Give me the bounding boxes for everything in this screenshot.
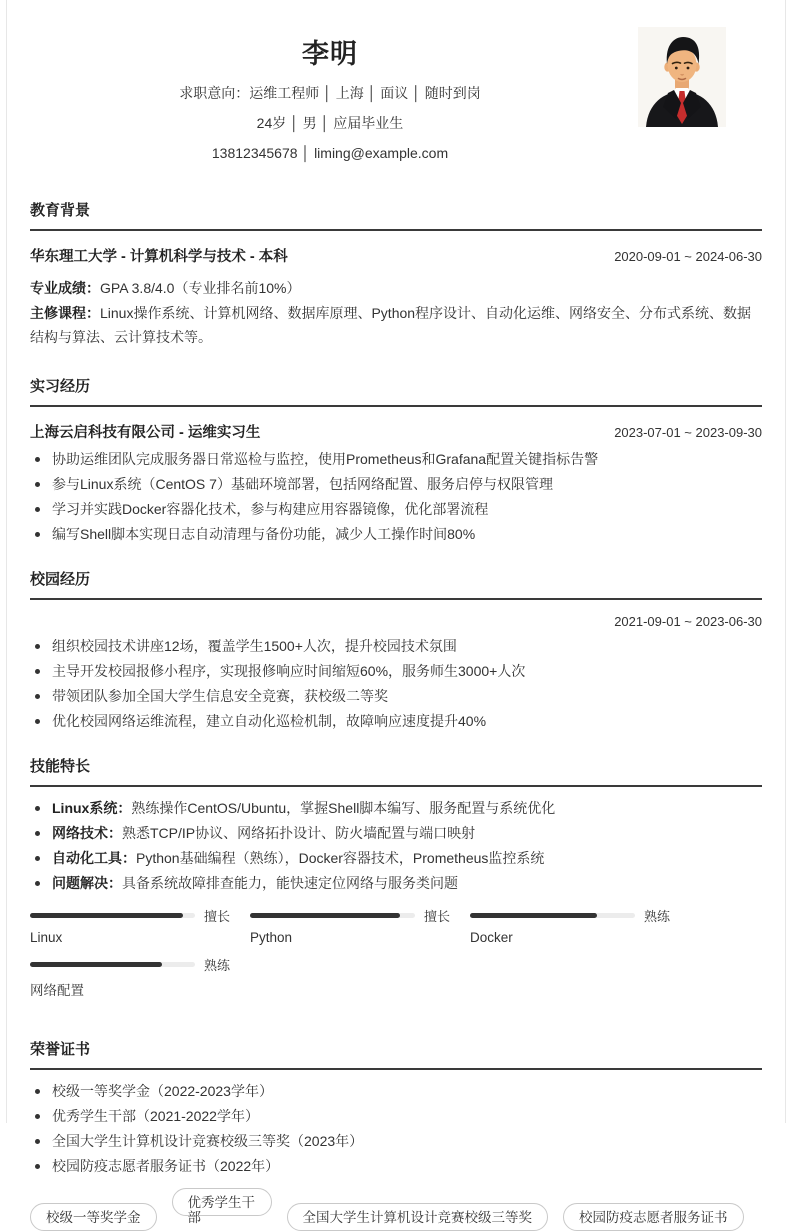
courses-line <box>30 301 762 349</box>
gpa-line <box>30 276 762 300</box>
list-item: 校级一等奖学金（2022-2023学年） <box>30 1084 762 1099</box>
honor-tag: 优秀学生干部 <box>172 1188 272 1216</box>
section-honors <box>30 1038 762 1231</box>
skill-bar <box>30 958 250 999</box>
skill-label: 网络技术： <box>52 825 122 841</box>
list-item: 优化校园网络运维流程，建立自动化巡检机制，故障响应速度提升40% <box>30 714 762 729</box>
skill-bar <box>30 909 250 945</box>
list-item: 带领团队参加全国大学生信息安全竞赛，获校级二等奖 <box>30 689 762 704</box>
courses-value: Linux操作系统、计算机网络、数据库原理、Python程序设计、自动化运维、网络安全、分布式系统、数据结构与算法、云计算技术等。 <box>30 305 752 345</box>
company-name: 上海云启科技有限公司 - 运维实习生 <box>30 425 261 441</box>
list-item: 编写Shell脚本实现日志自动清理与备份功能，减少人工操作时间80% <box>30 527 762 542</box>
profile-photo-illustration <box>638 27 726 127</box>
list-item: 主导开发校园报修小程序，实现报修响应时间缩短60%，服务师生3000+人次 <box>30 664 762 679</box>
list-item <box>30 851 762 866</box>
skill-bar-level: 擅长 <box>424 908 451 924</box>
contact-line: 13812345678 │ liming@example.com <box>211 145 449 161</box>
education-date: 2020-09-01 ~ 2024-06-30 <box>614 249 762 264</box>
internship-bullet-list <box>30 452 762 542</box>
list-item <box>30 801 762 816</box>
skill-label: 问题解决： <box>52 875 122 891</box>
honor-tag: 校级一等奖学金 <box>30 1203 157 1231</box>
gpa-value: GPA 3.8/4.0（专业排名前10%） <box>100 280 301 296</box>
candidate-name: 李明 <box>302 39 358 69</box>
section-title-skills: 技能特长 <box>30 755 762 787</box>
skill-bar-name: Linux <box>30 930 63 945</box>
list-item: 参与Linux系统（CentOS 7）基础环境部署，包括网络配置、服务启停与权限管理 <box>30 477 762 492</box>
skill-bar-level: 擅长 <box>204 908 231 924</box>
skill-text: 熟练操作CentOS/Ubuntu，掌握Shell脚本编写、服务配置与系统优化 <box>131 800 556 816</box>
skill-bar-level: 熟练 <box>204 957 231 973</box>
list-item: 组织校园技术讲座12场，覆盖学生1500+人次，提升校园技术氛围 <box>30 639 762 654</box>
skill-bars <box>30 909 762 1012</box>
section-skills <box>30 755 762 1012</box>
list-item: 学习并实践Docker容器化技术，参与构建应用容器镜像，优化部署流程 <box>30 502 762 517</box>
skill-bar-track <box>250 913 415 918</box>
skill-bar <box>250 909 470 945</box>
section-title-education: 教育背景 <box>30 199 762 231</box>
skill-text: 具备系统故障排查能力，能快速定位网络与服务类问题 <box>122 875 458 891</box>
list-item: 校园防疫志愿者服务证书（2022年） <box>30 1159 762 1174</box>
list-item <box>30 876 762 891</box>
campus-date: 2021-09-01 ~ 2023-06-30 <box>614 614 762 629</box>
job-intent-line: 求职意向：运维工程师 │ 上海 │ 面议 │ 随时到岗 <box>179 85 481 101</box>
internship-date: 2023-07-01 ~ 2023-09-30 <box>614 425 762 440</box>
honors-bullet-list <box>30 1084 762 1174</box>
header-text <box>30 26 630 173</box>
section-title-campus: 校园经历 <box>30 568 762 600</box>
section-campus <box>30 568 762 729</box>
section-title-honors: 荣誉证书 <box>30 1038 762 1070</box>
resume-header <box>30 26 762 173</box>
courses-label: 主修课程： <box>30 305 100 321</box>
campus-bullet-list <box>30 639 762 729</box>
skill-bar-track <box>470 913 635 918</box>
section-title-internship: 实习经历 <box>30 375 762 407</box>
skill-bar-name: 网络配置 <box>30 983 84 998</box>
campus-entry-header <box>30 614 762 629</box>
profile-photo <box>638 27 726 127</box>
skill-bar-level: 熟练 <box>644 908 671 924</box>
internship-entry-header <box>30 421 762 442</box>
list-item: 协助运维团队完成服务器日常巡检与监控，使用Prometheus和Grafana配置关键指标告警 <box>30 452 762 467</box>
skill-bar-fill <box>30 913 183 918</box>
skill-bar-track <box>30 962 195 967</box>
skill-label: Linux系统： <box>52 800 132 816</box>
section-education <box>30 199 762 349</box>
skill-text: Python基础编程（熟练），Docker容器技术，Prometheus监控系统 <box>136 850 545 866</box>
skill-bar-fill <box>30 962 162 967</box>
skill-bar-track <box>30 913 195 918</box>
skill-label: 自动化工具： <box>52 850 136 866</box>
list-item: 全国大学生计算机设计竞赛校级三等奖（2023年） <box>30 1134 762 1149</box>
skill-bar-name: Docker <box>470 930 513 945</box>
honor-tags <box>30 1188 762 1231</box>
skill-text: 熟悉TCP/IP协议、网络拓扑设计、防火墙配置与端口映射 <box>122 825 476 841</box>
skills-bullet-list <box>30 801 762 891</box>
honor-tag: 校园防疫志愿者服务证书 <box>563 1203 744 1231</box>
resume-page <box>6 0 786 1225</box>
basic-info-line: 24岁 │ 男 │ 应届毕业生 <box>256 115 404 131</box>
honor-tag: 全国大学生计算机设计竞赛校级三等奖 <box>287 1203 549 1231</box>
list-item: 优秀学生干部（2021-2022学年） <box>30 1109 762 1124</box>
skill-bar-fill <box>470 913 597 918</box>
school-name: 华东理工大学 - 计算机科学与技术 - 本科 <box>30 249 288 265</box>
section-internship <box>30 375 762 542</box>
skill-bar <box>470 909 690 945</box>
skill-bar-name: Python <box>250 930 293 945</box>
list-item <box>30 826 762 841</box>
skill-bar-fill <box>250 913 400 918</box>
gpa-label: 专业成绩： <box>30 280 100 296</box>
education-entry-header <box>30 245 762 266</box>
